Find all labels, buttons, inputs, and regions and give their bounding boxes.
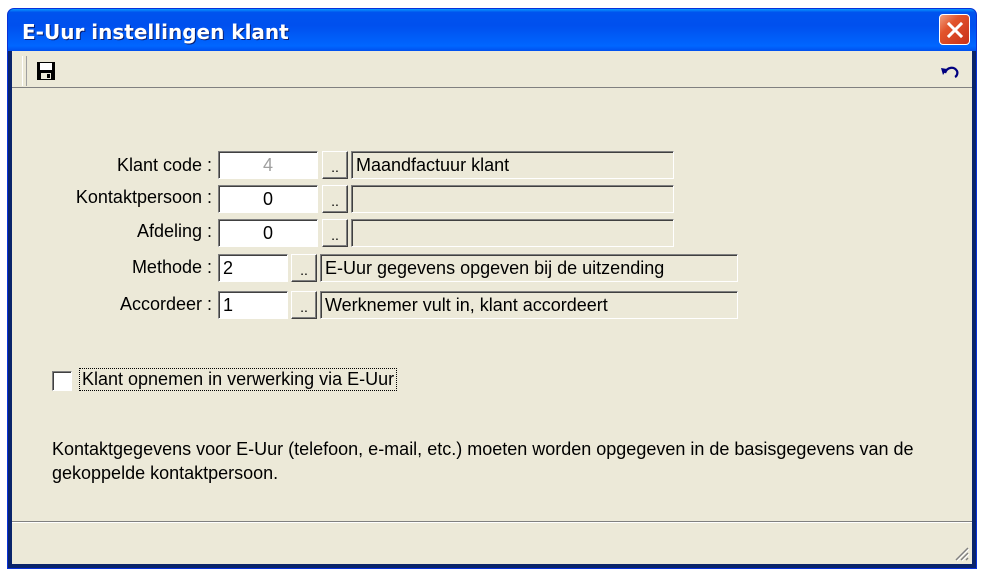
kontaktpersoon-field[interactable]: 0 — [218, 185, 318, 213]
close-button[interactable] — [939, 14, 970, 45]
resize-grip-icon[interactable] — [952, 544, 970, 562]
klant-code-description: Maandfactuur klant — [351, 151, 674, 179]
afdeling-field[interactable]: 0 — [218, 219, 318, 247]
status-bar — [12, 521, 972, 564]
afdeling-label: Afdeling : — [136, 221, 212, 241]
klant-code-field[interactable]: 4 — [218, 151, 318, 179]
kontaktpersoon-lookup-button[interactable]: .. — [322, 185, 348, 213]
save-icon — [33, 58, 59, 84]
toolbar-grip[interactable] — [22, 56, 27, 86]
undo-button[interactable] — [938, 60, 962, 82]
opnemen-checkbox-label[interactable]: Klant opnemen in verwerking via E-Uur — [82, 369, 395, 389]
methode-field[interactable]: 2 — [218, 254, 288, 282]
kontaktpersoon-label: Kontaktpersoon : — [75, 187, 212, 207]
methode-description: E-Uur gegevens opgeven bij de uitzending — [320, 254, 738, 282]
toolbar — [12, 51, 972, 88]
klant-code-lookup-button[interactable]: .. — [322, 151, 348, 179]
accordeer-lookup-button[interactable]: .. — [291, 291, 317, 319]
title-bar[interactable] — [8, 9, 976, 51]
accordeer-field[interactable]: 1 — [218, 291, 288, 319]
save-button[interactable] — [33, 58, 59, 84]
kontaktpersoon-description — [351, 185, 674, 213]
accordeer-label: Accordeer : — [119, 294, 212, 314]
dialog-window — [7, 8, 977, 569]
klant-code-label: Klant code : — [116, 155, 212, 175]
accordeer-description: Werknemer vult in, klant accordeert — [320, 291, 738, 319]
info-text: Kontaktgegevens voor E-Uur (telefoon, e-mail, etc.) moeten worden opgegeven in de basisgegevens van de gekoppelde kontaktpersoon. — [52, 439, 914, 483]
opnemen-checkbox[interactable] — [52, 371, 72, 391]
dialog-body — [12, 51, 972, 564]
window-title: E-Uur instellingen klant — [22, 20, 289, 44]
methode-label: Methode : — [131, 257, 212, 277]
afdeling-lookup-button[interactable]: .. — [322, 219, 348, 247]
methode-lookup-button[interactable]: .. — [291, 254, 317, 282]
afdeling-description — [351, 219, 674, 247]
close-icon — [946, 21, 964, 39]
undo-icon — [938, 60, 962, 82]
